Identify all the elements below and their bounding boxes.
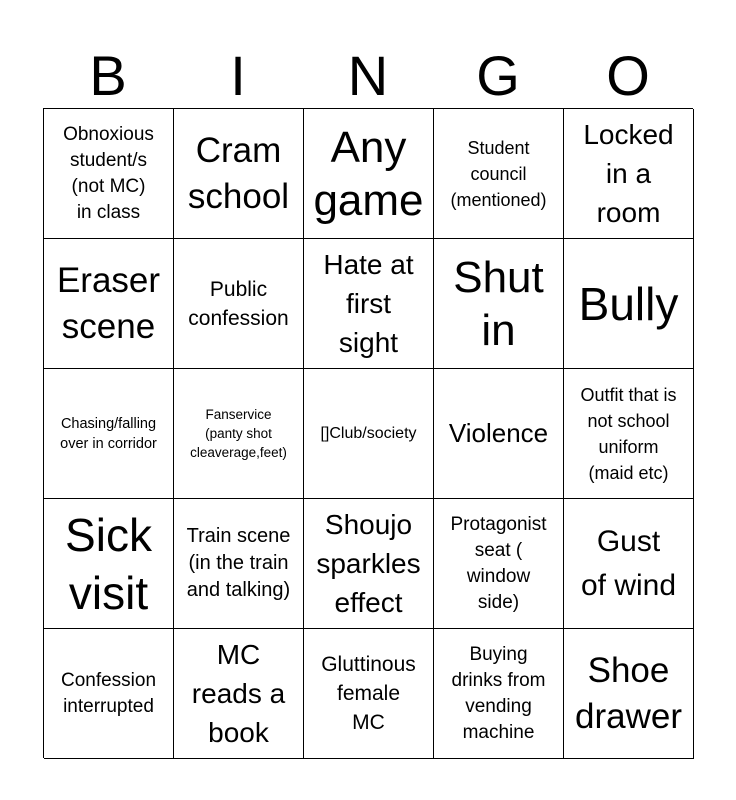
cell-label: Violence xyxy=(448,418,549,448)
bingo-header xyxy=(43,44,693,108)
bingo-cell[interactable] xyxy=(304,369,434,499)
bingo-grid xyxy=(43,108,693,758)
bingo-cell[interactable] xyxy=(174,109,304,239)
bingo-cell[interactable] xyxy=(564,369,694,499)
cell-label: Locked in a room xyxy=(583,119,674,228)
cell-label: Obnoxious student/s (not MC) in class xyxy=(63,123,154,223)
cell-label: Shoe drawer xyxy=(575,650,682,736)
cell-label: Cram school xyxy=(187,130,290,216)
cell-label: Confession interrupted xyxy=(60,669,157,717)
bingo-cell[interactable] xyxy=(304,109,434,239)
cell-label: []Club/society xyxy=(320,424,417,442)
bingo-cell[interactable] xyxy=(304,499,434,629)
bingo-cell[interactable] xyxy=(304,629,434,759)
header-letter-n: N xyxy=(347,44,389,107)
cell-label: Gluttinous female MC xyxy=(321,653,416,734)
cell-label: Public confession xyxy=(188,277,289,330)
cell-label: Shoujo sparkles effect xyxy=(316,509,421,618)
cell-label: Chasing/falling over in corridor xyxy=(60,415,157,452)
bingo-cell[interactable] xyxy=(44,109,174,239)
bingo-cell[interactable] xyxy=(174,499,304,629)
cell-label: Buying drinks from vending machine xyxy=(451,643,546,743)
bingo-cell[interactable] xyxy=(564,239,694,369)
cell-label: Eraser scene xyxy=(56,260,161,346)
bingo-cell[interactable] xyxy=(434,109,564,239)
bingo-cell[interactable] xyxy=(174,239,304,369)
header-letter-g: G xyxy=(476,44,520,107)
header-letter-b: B xyxy=(89,44,127,107)
cell-label: Fanservice (panty shot cleaverage,feet) xyxy=(190,407,287,460)
cell-label: MC reads a book xyxy=(191,639,286,748)
cell-label: Shut in xyxy=(453,252,544,355)
cell-label: Student council (mentioned) xyxy=(450,137,547,210)
cell-label: Any game xyxy=(313,122,424,225)
bingo-cell[interactable] xyxy=(44,629,174,759)
bingo-cell[interactable] xyxy=(434,629,564,759)
bingo-cell[interactable] xyxy=(434,369,564,499)
cell-label: Outfit that is not school uniform (maid etc) xyxy=(580,384,677,483)
cell-label: Train scene (in the train and talking) xyxy=(186,525,291,601)
bingo-cell[interactable] xyxy=(564,109,694,239)
bingo-cell[interactable] xyxy=(44,239,174,369)
cell-label: Bully xyxy=(578,277,679,330)
bingo-cell[interactable] xyxy=(434,239,564,369)
cell-label: Protagonist seat ( window side) xyxy=(450,513,547,613)
bingo-cell[interactable] xyxy=(44,499,174,629)
cell-label: Sick visit xyxy=(65,508,152,619)
header-letter-i: I xyxy=(230,44,246,107)
header-letter-o: O xyxy=(606,44,650,107)
bingo-cell[interactable] xyxy=(304,239,434,369)
bingo-cell[interactable] xyxy=(564,499,694,629)
cell-label: Gust of wind xyxy=(580,524,677,602)
bingo-cell[interactable] xyxy=(44,369,174,499)
bingo-cell[interactable] xyxy=(174,629,304,759)
bingo-cell[interactable] xyxy=(434,499,564,629)
cell-label: Hate at first sight xyxy=(323,249,414,358)
bingo-cell[interactable] xyxy=(564,629,694,759)
bingo-cell[interactable] xyxy=(174,369,304,499)
